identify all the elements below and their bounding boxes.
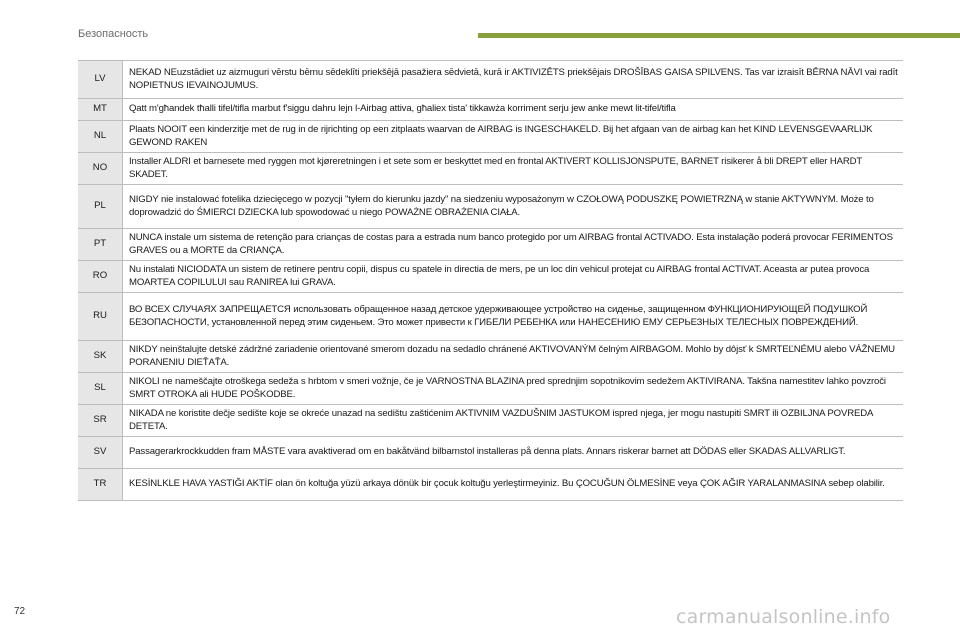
warning-row [78, 373, 903, 405]
warning-text: Installer ALDRI et barnesete med ryggen mot kjøreretningen i et sete som er beskyttet med en frontal AKTIVERT KOLLISJONSPUTE, BARNET risikerer å bli DREPT eller HARDT SKADET. [123, 153, 904, 185]
warning-text: Nu instalati NICIODATA un sistem de retinere pentru copii, dispus cu spatele in directia de mers, pe un loc din vehicul protejat cu AIRBAG frontal ACTIVAT. Aceasta ar putea provoca MOARTEA COPILULUI sau RANIREA lui GRAVA. [123, 261, 904, 293]
language-code: NL [78, 121, 123, 153]
language-code: SL [78, 373, 123, 405]
section-accent-bar [478, 33, 960, 38]
language-code: PL [78, 185, 123, 229]
watermark: carmanualsonline.info [676, 606, 891, 628]
warning-row [78, 341, 903, 373]
language-code: MT [78, 99, 123, 121]
warning-row [78, 261, 903, 293]
warning-row [78, 121, 903, 153]
language-code: SK [78, 341, 123, 373]
warning-text: Plaats NOOIT een kinderzitje met de rug in de rijrichting op een zitplaats waarvan de AIRBAG is INGESCHAKELD. Bij het afgaan van de airbag kan het KIND LEVENSGEVAARLIJK GEWOND RAKEN [123, 121, 904, 153]
warning-text: Qatt m'għandek tħalli tifel/tifla marbut f'siggu dahru lejn l-Airbag attiva, għaliex tista' tikkawża korriment serju jew anke mewt lit-tifel/tifla [123, 99, 904, 121]
warning-text: NUNCA instale um sistema de retenção para crianças de costas para a estrada num banco protegido por um AIRBAG frontal ACTIVADO. Esta instalação poderá provocar FERIMENTOS GRAVES ou a MORTE da CRIANÇA. [123, 229, 904, 261]
warning-text: NIGDY nie instalować fotelika dziecięcego w pozycji "tyłem do kierunku jazdy" na siedzeniu wyposażonym w CZOŁOWĄ PODUSZKĘ POWIETRZNĄ w stanie AKTYWNYM. Może to doprowadzić do ŚMIERCI DZIECKA lub spowodować u niego POWAŻNE OBRAŻENIA CIAŁA. [123, 185, 904, 229]
airbag-warning-table [78, 60, 903, 501]
warning-text: KESİNLKLE HAVA YASTIĞI AKTİF olan ön koltuğa yüzü arkaya dönük bir çocuk koltuğu yerleştirmeyiniz. Bu ÇOCUĞUN ÖLMESİNE veya ÇOK AĞIR YARALANMASINA sebep olabilir. [123, 469, 904, 501]
warning-text: NIKOLI ne nameščajte otroškega sedeža s hrbtom v smeri vožnje, če je VARNOSTNA BLAZINA pred sprednjim sopotnikovim sedežem AKTIVIRANA. Takšna namestitev lahko povzroči SMRT OTROKA ali HUDE POŠKODBE. [123, 373, 904, 405]
language-code: LV [78, 61, 123, 99]
warning-rows [78, 61, 903, 501]
language-code: SR [78, 405, 123, 437]
language-code: TR [78, 469, 123, 501]
warning-text: NIKADA ne koristite dečje sedište koje se okreće unazad na sedištu zaštićenim AKTIVNIM VAZDUŠNIM JASTUKOM ispred njega, jer mogu nastupiti SMRT ili OZBILJNA POVREDA DETETA. [123, 405, 904, 437]
warning-text: ВО ВСЕХ СЛУЧАЯХ ЗАПРЕЩАЕТСЯ использовать обращенное назад детское удерживающее устройство на сиденье, защищенном ФУНКЦИОНИРУЮЩЕЙ ПОДУШКОЙ БЕЗОПАСНОСТИ, установленной перед этим сиденьем. Это может привести к ГИБЕЛИ РЕБЕНКА или НАНЕСЕНИЮ ЕМУ СЕРЬЕЗНЫХ ТЕЛЕСНЫХ ПОВРЕЖДЕНИЙ. [123, 293, 904, 341]
warning-text: NIKDY neinštalujte detské zádržné zariadenie orientované smerom dozadu na sedadlo chránené AKTIVOVANÝM čelným AIRBAGOM. Mohlo by dôjsť k SMRTEĽNÉMU alebo VÁŽNEMU PORANENIU DIEŤAŤA. [123, 341, 904, 373]
language-code: RU [78, 293, 123, 341]
language-code: PT [78, 229, 123, 261]
warning-text: Passagerarkrockkudden fram MÅSTE vara avaktiverad om en bakåtvänd bilbarnstol installeras på denna plats. Annars riskerar barnet att DÖDAS eller SKADAS ALLVARLIGT. [123, 437, 904, 469]
language-code: NO [78, 153, 123, 185]
warning-row [78, 229, 903, 261]
warning-row [78, 153, 903, 185]
warning-row [78, 293, 903, 341]
warning-row [78, 469, 903, 501]
section-title: Безопасность [78, 28, 149, 40]
warning-row [78, 405, 903, 437]
language-code: SV [78, 437, 123, 469]
language-code: RO [78, 261, 123, 293]
warning-row [78, 437, 903, 469]
page-number: 72 [14, 606, 26, 617]
warning-row [78, 185, 903, 229]
warning-text: NEKAD NEuzstādiet uz aizmuguri vērstu bērnu sēdeklīti priekšējā pasažiera sēdvietā, kurā ir AKTIVIZĒTS priekšējais DROŠĪBAS GAISA SPILVENS. Tas var izraisīt BĒRNA NĀVI vai radīt NOPIETNUS IEVAINOJUMUS. [123, 61, 904, 99]
warning-row [78, 99, 903, 121]
warning-row [78, 61, 903, 99]
